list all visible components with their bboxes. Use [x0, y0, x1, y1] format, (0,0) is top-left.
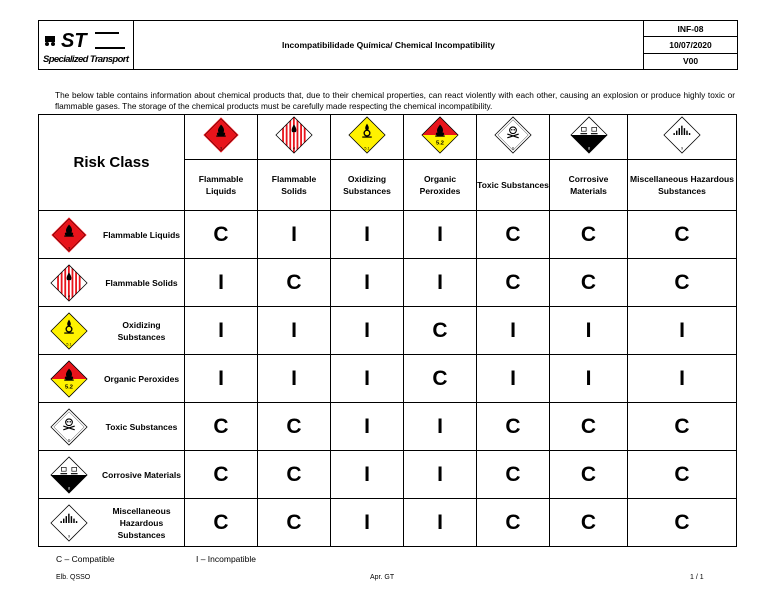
- legend-incompatible: I – Incompatible: [196, 554, 257, 564]
- compatibility-cell: I: [185, 307, 258, 355]
- compatibility-cell: C: [628, 259, 737, 307]
- compatibility-cell: C: [628, 211, 737, 259]
- compatibility-cell: C: [550, 403, 628, 451]
- table-row: [39, 451, 737, 499]
- doc-code: INF-08: [644, 21, 737, 37]
- compatibility-cell: I: [258, 355, 331, 403]
- compatibility-cell: I: [550, 355, 628, 403]
- row-label: Flammable Solids: [105, 277, 178, 288]
- organic-peroxide-placard-icon: [421, 116, 459, 154]
- risk-class-header: Risk Class: [39, 115, 185, 211]
- logo-text: Specialized Transport: [43, 54, 129, 65]
- svg-text:5.2: 5.2: [65, 384, 73, 390]
- compatibility-cell: I: [331, 499, 404, 547]
- compatibility-cell: I: [331, 355, 404, 403]
- table-row: [39, 355, 737, 403]
- row-header: [39, 259, 185, 307]
- compatibility-cell: I: [404, 451, 477, 499]
- row-header: [39, 403, 185, 451]
- row-label: Toxic Substances: [105, 421, 178, 432]
- logo-mark: ST: [61, 30, 87, 52]
- compatibility-cell: I: [477, 307, 550, 355]
- miscellaneous-placard-icon: [50, 504, 88, 542]
- compatibility-cell: I: [185, 355, 258, 403]
- flammable-solid-placard-icon: [275, 116, 313, 154]
- doc-date: 10/07/2020: [644, 37, 737, 53]
- document-meta: [643, 21, 737, 69]
- compatibility-table: [38, 114, 737, 547]
- svg-text:8: 8: [67, 486, 71, 491]
- intro-paragraph: The below table contains information about chemical products that, due to their chemical properties, can react violently with each other, causing an explosion or produce highly toxic or flammable gases. The storage of the chemical products must be carefully made respecting the chemical incompatibility.: [55, 90, 735, 112]
- column-icon-cell: [550, 115, 628, 160]
- svg-text:4: 4: [292, 146, 296, 151]
- svg-text:4: 4: [67, 294, 71, 299]
- compatibility-cell: C: [258, 499, 331, 547]
- column-icon-cell: [628, 115, 737, 160]
- footer-approved: Apr. GT: [370, 574, 395, 581]
- svg-text:3: 3: [67, 246, 71, 251]
- svg-text:9: 9: [67, 534, 71, 539]
- flammable-solid-placard-icon: [50, 264, 88, 302]
- row-header: [39, 355, 185, 403]
- svg-text:6: 6: [67, 438, 71, 443]
- svg-text:6: 6: [511, 146, 515, 151]
- table-row: [39, 259, 737, 307]
- compatibility-cell: I: [331, 211, 404, 259]
- flammable-liquid-placard-icon: [202, 116, 240, 154]
- row-label: Organic Peroxides: [103, 373, 180, 384]
- legend-compatible: C – Compatible: [56, 554, 115, 564]
- svg-text:5.1: 5.1: [66, 342, 72, 347]
- table-row: [39, 307, 737, 355]
- footer-page: 1 / 1: [690, 574, 704, 581]
- compatibility-cell: I: [628, 307, 737, 355]
- svg-text:3: 3: [219, 146, 223, 151]
- compatibility-cell: C: [258, 259, 331, 307]
- table-row: [39, 211, 737, 259]
- compatibility-cell: C: [550, 451, 628, 499]
- compatibility-cell: I: [331, 451, 404, 499]
- flammable-liquid-placard-icon: [50, 216, 88, 254]
- compatibility-cell: C: [185, 211, 258, 259]
- miscellaneous-placard-icon: [663, 116, 701, 154]
- oxidizer-placard-icon: [50, 312, 88, 350]
- compatibility-cell: C: [258, 451, 331, 499]
- row-label: Corrosive Materials: [102, 469, 181, 480]
- table-row: [39, 403, 737, 451]
- compatibility-cell: I: [185, 259, 258, 307]
- corrosive-placard-icon: [50, 456, 88, 494]
- organic-peroxide-placard-icon: [50, 360, 88, 398]
- column-header: Miscellaneous Hazardous Substances: [628, 160, 737, 211]
- compatibility-cell: C: [550, 211, 628, 259]
- compatibility-cell: C: [185, 403, 258, 451]
- row-header: [39, 499, 185, 547]
- row-label: Flammable Liquids: [103, 229, 180, 240]
- row-header: [39, 451, 185, 499]
- company-logo: [39, 21, 134, 69]
- column-icon-cell: [331, 115, 404, 160]
- row-label: Oxidizing Substances: [117, 319, 166, 342]
- table-row: [39, 499, 737, 547]
- column-icon-cell: [477, 115, 550, 160]
- toxic-placard-icon: [494, 116, 532, 154]
- compatibility-cell: I: [404, 211, 477, 259]
- footer-prepared: Elb. QSSO: [56, 574, 91, 581]
- compatibility-cell: I: [404, 403, 477, 451]
- compatibility-cell: I: [404, 499, 477, 547]
- compatibility-cell: C: [628, 403, 737, 451]
- toxic-placard-icon: [50, 408, 88, 446]
- compatibility-cell: I: [477, 355, 550, 403]
- compatibility-cell: C: [628, 451, 737, 499]
- document-header: [38, 20, 738, 70]
- compatibility-cell: I: [331, 403, 404, 451]
- compatibility-cell: I: [404, 259, 477, 307]
- row-label: Miscellaneous Hazardous Substances: [112, 505, 171, 540]
- compatibility-cell: C: [550, 499, 628, 547]
- svg-text:5.1: 5.1: [364, 146, 370, 151]
- compatibility-cell: C: [185, 451, 258, 499]
- compatibility-cell: C: [628, 499, 737, 547]
- compatibility-cell: I: [331, 307, 404, 355]
- column-icon-cell: [185, 115, 258, 160]
- document-title: Incompatibilidade Química/ Chemical Incompatibility: [281, 40, 495, 50]
- column-icon-cell: [258, 115, 331, 160]
- column-header: Oxidizing Substances: [331, 160, 404, 211]
- oxidizer-placard-icon: [348, 116, 386, 154]
- compatibility-cell: I: [331, 259, 404, 307]
- compatibility-cell: C: [404, 307, 477, 355]
- compatibility-cell: C: [477, 403, 550, 451]
- column-header: Organic Peroxides: [404, 160, 477, 211]
- corrosive-placard-icon: [570, 116, 608, 154]
- row-header: [39, 211, 185, 259]
- doc-version: V00: [682, 56, 699, 67]
- column-header: Corrosive Materials: [550, 160, 628, 211]
- compatibility-cell: C: [185, 499, 258, 547]
- compatibility-cell: C: [477, 211, 550, 259]
- column-header: Flammable Solids: [258, 160, 331, 211]
- column-header: Flammable Liquids: [185, 160, 258, 211]
- compatibility-cell: C: [550, 259, 628, 307]
- column-icon-cell: [404, 115, 477, 160]
- compatibility-cell: I: [628, 355, 737, 403]
- compatibility-cell: I: [258, 211, 331, 259]
- row-header: [39, 307, 185, 355]
- svg-text:9: 9: [680, 146, 684, 151]
- compatibility-cell: C: [477, 499, 550, 547]
- compatibility-cell: I: [258, 307, 331, 355]
- svg-text:8: 8: [587, 146, 590, 151]
- compatibility-cell: C: [404, 355, 477, 403]
- svg-text:5.2: 5.2: [436, 140, 444, 146]
- compatibility-cell: I: [550, 307, 628, 355]
- compatibility-cell: C: [258, 403, 331, 451]
- compatibility-cell: C: [477, 259, 550, 307]
- column-header: Toxic Substances: [477, 160, 550, 211]
- compatibility-cell: C: [477, 451, 550, 499]
